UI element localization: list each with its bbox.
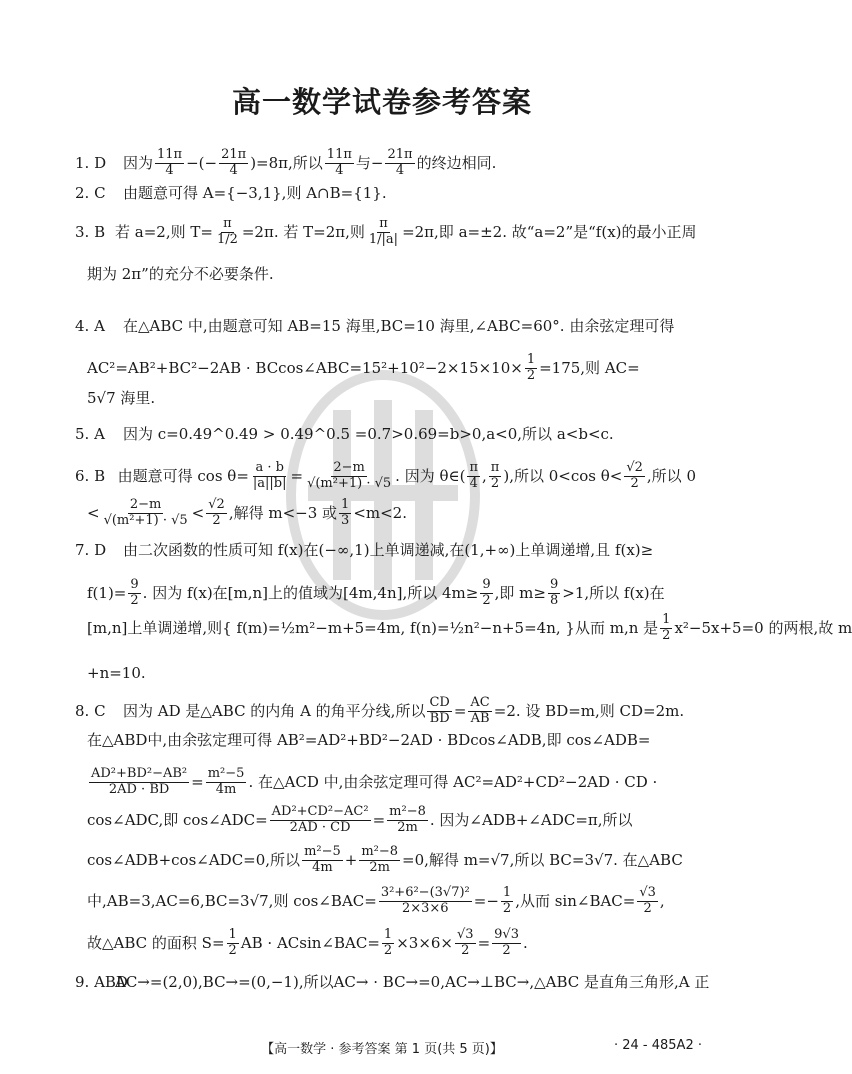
answer-text: . 因为 θ∈( [395,467,466,486]
fraction [270,805,371,836]
answer-line [75,265,696,283]
answer-number: 2. C [75,184,106,202]
answer-text: =2π,即 a=±2. 故“a=2”是“f(x)的最小正周 [402,223,697,242]
fraction-denominator: 2×3×6 [401,900,449,916]
fraction-numerator: CD [429,695,450,710]
answer-line [75,184,696,202]
answer-text: 的终边相同. [416,154,497,173]
fraction [480,578,492,609]
answer-text: . 因为∠ADB+∠ADC=π,所以 [429,811,633,830]
answer-text: f(1)= [87,584,127,603]
answer-text: ,解得 m<−3 或 [228,504,338,523]
fraction-denominator: 2 [482,592,491,608]
fraction-numerator: π [223,216,232,231]
fraction-denominator: 2 [630,475,639,491]
answer-text: 由题意可得 cos θ= [117,467,249,486]
fraction [637,886,658,917]
fraction-numerator: 9 [130,577,139,592]
fraction-denominator: 2 [212,512,221,528]
answer-number: 5. A [75,425,105,443]
answer-text: ,即 m≥ [494,584,546,603]
answer-text: ),所以 0<cos θ< [503,467,623,486]
answer-line [75,578,696,609]
fraction-denominator: 2 [490,475,500,491]
answer-text: 故△ABC 的面积 S= [87,934,225,953]
fraction-denominator: 2 [461,942,470,958]
fraction-numerator: √3 [639,885,656,900]
fraction-numerator: AC [470,695,490,710]
fraction-numerator: m²−8 [389,804,426,819]
fraction-denominator: 2m [369,859,390,875]
answer-line [75,731,696,749]
fraction [427,696,451,727]
fraction-numerator: 1 [502,885,512,900]
fraction [455,928,476,959]
page-title: 高一数学试卷参考答案 [231,85,532,119]
answer-text: 因为 AD 是△ABC 的内角 A 的角平分线,所以 [123,702,426,721]
fraction-denominator: 4m [215,781,237,797]
answer-line [75,973,710,991]
fraction-numerator: 3²+6²−(3√7)² [380,885,470,900]
fraction-denominator: AB [470,710,490,726]
answer-number: 6. B [75,467,106,486]
answer-text: . 在△ACD 中,由余弦定理可得 AC²=AD²+CD²−2AD · CD · [248,773,658,792]
fraction-numerator: 1 [526,352,536,367]
answer-text: 与− [355,154,384,173]
fraction [206,767,247,798]
fraction [302,845,343,876]
answer-text: = [290,467,304,486]
answer-text: 中,AB=3,AC=6,BC=3√7,则 cos∠BAC= [87,892,377,911]
answer-text: 由题意可得 A={−3,1},则 A∩B={1}. [123,184,387,202]
answer-line [75,845,696,876]
answer-text: cos∠ADC,即 cos∠ADC= [87,811,268,830]
answer-text: + [344,851,358,870]
fraction-denominator: 2AD · BD [108,781,170,797]
answer-number: 7. D [75,541,107,559]
fraction-numerator: m²−5 [304,844,341,859]
fraction-denominator: 1/|a| [368,231,399,247]
fraction-denominator: 4 [165,162,174,178]
fraction [379,886,472,917]
answer-text: = [477,934,491,953]
answer-text: 从而 m,n 是 [574,619,659,638]
fraction-numerator: 2−m [129,497,162,512]
fraction-denominator: 2 [662,627,671,643]
answer-text: 因为 c=0.49^0.49 > 0.49^0.5 =0.7>0.69=b>0,a<0,所以 a<b<c. [123,425,614,443]
fraction-numerator: 1 [228,927,237,942]
fraction [305,461,393,492]
answer-line [75,928,696,959]
answer-text: x²−5x+5=0 的两根,故 m [674,619,852,638]
fraction [660,613,672,644]
fraction-denominator: 2 [130,592,139,608]
fraction [387,805,428,836]
fraction-denominator: 2AD · CD [289,819,351,835]
answer-text: AB · ACsin∠BAC= [240,934,380,953]
fraction-denominator: 2 [502,900,512,916]
fraction-denominator: 4m [312,859,333,875]
answer-text: ,从而 sin∠BAC= [515,892,636,911]
answer-text: >1,所以 f(x)在 [562,584,665,603]
fraction-numerator: √3 [457,927,474,942]
fraction-numerator: √2 [208,497,225,512]
answer-text: +n=10. [87,664,146,682]
answer-line [75,664,696,682]
answer-text: ×3×6× [396,934,453,953]
answer-line [75,389,696,407]
answer-text: 在△ABD中,由余弦定理可得 AB²=AD²+BD²−2AD · BDcos∠ADB,即 cos∠ADB= [87,731,651,749]
answer-text: AC²=AB²+BC²−2AB · BCcos∠ABC=15²+10²−2×15×10× [87,359,523,378]
answer-text: )=8π,所以 [250,154,323,173]
answer-text: ,所以 0 [646,467,696,486]
fraction-numerator: 9 [482,577,491,592]
answer-line [75,612,852,644]
fraction [219,148,248,179]
fraction [128,578,140,609]
fraction-numerator: π [469,460,479,475]
fraction-numerator: π [490,460,500,475]
fraction-numerator: m²−8 [361,844,399,859]
fraction-denominator: 1/2 [216,231,238,247]
fraction-denominator: 8 [549,592,559,608]
answer-line [75,425,696,443]
fraction [501,886,513,917]
answer-text: 因为 [123,154,154,173]
fraction-numerator: 1 [383,927,393,942]
answer-text: −(− [186,154,218,173]
fraction-numerator: √2 [626,460,643,475]
fraction [227,928,239,959]
answer-line [75,767,696,798]
fraction [367,217,400,248]
fraction-numerator: a · b [255,460,284,475]
fraction-numerator: 2−m [333,460,365,475]
fraction [325,148,354,179]
fraction-denominator: 2 [643,900,652,916]
answer-line [75,541,696,559]
answer-number: 3. B [75,223,106,242]
footer-page-info: 【高一数学 · 参考答案 第 1 页(共 5 页)】 [261,1042,503,1057]
answer-line [75,886,696,917]
fraction-denominator: 2m [397,819,418,835]
fraction-numerator: AD²+CD²−AC² [271,804,369,819]
answer-line [75,696,696,727]
fraction [525,353,537,384]
fraction [102,498,190,529]
fraction-numerator: 1 [341,497,350,512]
fraction-numerator: m²−5 [207,766,245,781]
answer-number: 8. C [75,702,106,721]
fraction-denominator: 2 [526,367,536,383]
answer-line [75,217,696,248]
fraction-denominator: √(m²+1) · √5 [103,512,188,528]
answer-text: = [191,773,204,792]
fraction [215,217,240,248]
answer-line [75,805,696,836]
answer-text: =− [473,892,499,911]
answer-text: 在△ABC 中,由题意可知 AB=15 海里,BC=10 海里,∠ABC=60°. 由余弦定理可得 [123,317,675,335]
answer-text: =2π. 若 T=2π,则 [241,223,365,242]
answer-text: < [87,504,100,523]
fraction-denominator: 4 [395,162,405,178]
answer-line [75,148,696,179]
fraction [624,461,645,492]
fraction [468,696,491,727]
fraction [467,461,480,492]
answer-text: cos∠ADB+cos∠ADC=0,所以 [87,851,301,870]
fraction-denominator: 2 [228,942,237,958]
fraction-numerator: 21π [387,147,413,162]
answer-text: . 因为 f(x)在[m,n]上的值域为[4m,4n],所以 4m≥ [142,584,479,603]
fraction-numerator: 21π [221,147,247,162]
fraction-numerator: AD²+BD²−AB² [91,766,188,781]
answer-text: <m<2. [353,504,407,523]
fraction-denominator: 2 [502,942,511,958]
answer-text: AC→=(2,0),BC→=(0,−1),所以AC→ · BC→=0,AC→⊥BC→,△ABC 是直角三角形,A 正 [115,973,710,991]
answer-text: { f(m)=½m²−m+5=4m, f(n)=½n²−n+5=4n, } [222,619,575,638]
fraction-numerator: 1 [662,612,671,627]
fraction-denominator: 4 [229,162,238,178]
answer-text: = [453,702,467,721]
answer-text: =2. 设 BD=m,则 CD=2m. [493,702,685,721]
answer-text: 若 a=2,则 T= [115,223,213,242]
fraction-numerator: 9√3 [494,927,519,942]
fraction [155,148,184,179]
answer-number: 4. A [75,317,105,335]
answer-line [75,353,696,384]
fraction [492,928,521,959]
fraction [489,461,502,492]
fraction-denominator: √(m²+1) · √5 [307,475,392,491]
answer-line [75,317,696,335]
fraction [385,148,414,179]
answer-text: < [191,504,205,523]
fraction [548,578,560,609]
fraction [89,767,189,798]
answer-text: 期为 2π”的充分不必要条件. [87,265,274,283]
fraction [339,498,351,529]
answer-line [75,498,696,529]
fraction-numerator: π [379,216,388,231]
answer-line [75,461,696,492]
answer-text: 由二次函数的性质可知 f(x)在(−∞,1)上单调递减,在(1,+∞)上单调递增,且 f(x)≥ [123,541,654,559]
fraction-denominator: 3 [341,512,350,528]
fraction [206,498,227,529]
fraction-numerator: 11π [157,147,183,162]
fraction [359,845,400,876]
answer-number: 9. ABD [75,973,128,991]
fraction-denominator: |a||b| [252,475,287,491]
answer-text: . [522,934,528,953]
answer-text: 5√7 海里. [87,389,156,407]
answer-text: =0,解得 m=√7,所以 BC=3√7. 在△ABC [402,851,683,870]
fraction-numerator: 11π [326,147,352,162]
answer-text: = [372,811,386,830]
answer-number: 1. D [75,154,107,173]
fraction [251,461,289,492]
answer-text: =175,则 AC= [539,359,640,378]
fraction-denominator: 4 [469,475,478,491]
fraction-denominator: BD [429,710,450,726]
fraction-numerator: 9 [549,577,559,592]
fraction-denominator: 4 [335,162,344,178]
answer-text: [m,n]上单调递增,则 [87,619,223,638]
footer-code: · 24 - 485A2 · [613,1038,702,1053]
fraction-denominator: 2 [383,942,393,958]
answer-text: , [659,892,665,911]
fraction [382,928,394,959]
answer-text: , [482,467,487,486]
